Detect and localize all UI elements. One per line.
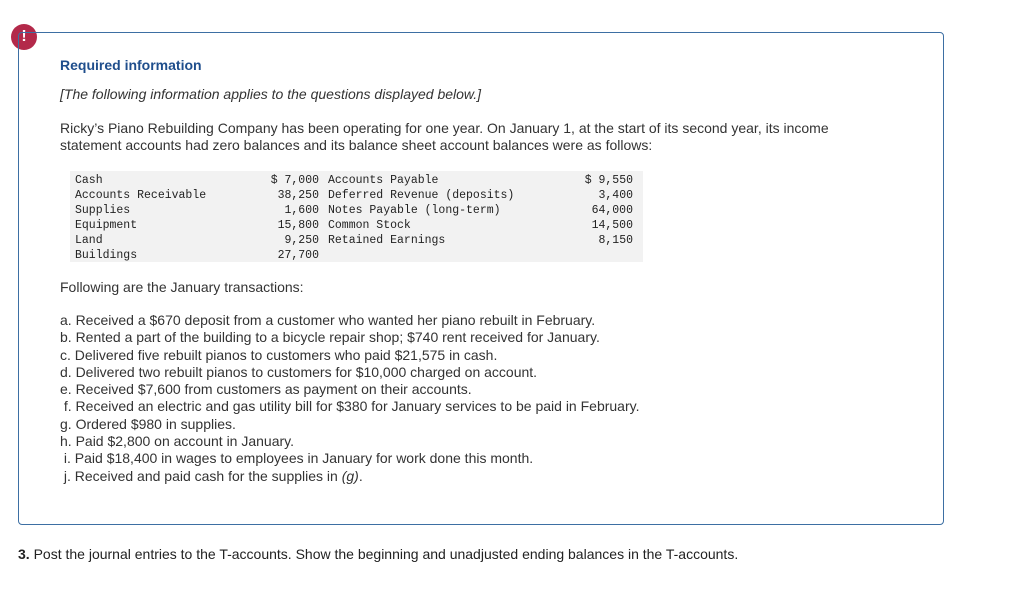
table-row: Buildings 27,700 xyxy=(75,249,319,262)
list-item: a. Received a $670 deposit from a customer who wanted her piano rebuilt in February. xyxy=(60,312,596,328)
list-item: c. Delivered five rebuilt pianos to customers who paid $21,575 in cash. xyxy=(60,346,498,363)
table-row: Cash $ 7,000 Accounts Payable $ 9,550 xyxy=(75,174,633,187)
card-title: Required information xyxy=(60,57,202,73)
question-prompt: 3. Post the journal entries to the T-accounts. Show the beginning and unadjusted ending balances in the T-accounts. xyxy=(18,546,739,562)
transactions-heading: Following are the January transactions: xyxy=(60,279,304,295)
table-row: Equipment 15,800 Common Stock 14,500 xyxy=(75,219,633,232)
list-item: i. Paid $18,400 in wages to employees in January for work done this month. xyxy=(60,450,534,467)
list-item: e. Received $7,600 from customers as payment on their accounts. xyxy=(60,381,472,398)
list-item: g. Ordered $980 in supplies. xyxy=(60,415,236,432)
balance-table xyxy=(70,171,643,262)
transaction-list xyxy=(60,312,920,485)
table-row: Accounts Receivable 38,250 Deferred Revenue (deposits) 3,400 xyxy=(75,189,633,202)
table-row: Supplies 1,600 Notes Payable (long-term) 64,000 xyxy=(75,204,633,217)
intro-paragraph: Ricky’s Piano Rebuilding Company has been operating for one year. On January 1, at the start of its second year, its income statement accounts had zero balances and its balance sheet account balances were as follows: xyxy=(60,120,829,153)
card-subtitle: [The following information applies to the questions displayed below.] xyxy=(60,86,482,102)
list-item: d. Delivered two rebuilt pianos to customers for $10,000 charged on account. xyxy=(60,363,538,380)
table-row: Land 9,250 Retained Earnings 8,150 xyxy=(75,234,633,247)
alert-icon: ! xyxy=(11,24,37,50)
required-info-card xyxy=(18,32,944,525)
list-item: b. Rented a part of the building to a bicycle repair shop; $740 rent received for January. xyxy=(60,329,600,346)
list-item: h. Paid $2,800 on account in January. xyxy=(60,433,295,450)
list-item: f. Received an electric and gas utility bill for $380 for January services to be paid in February. xyxy=(60,398,640,415)
list-item: j. Received and paid cash for the supplies in (g). xyxy=(60,467,363,484)
